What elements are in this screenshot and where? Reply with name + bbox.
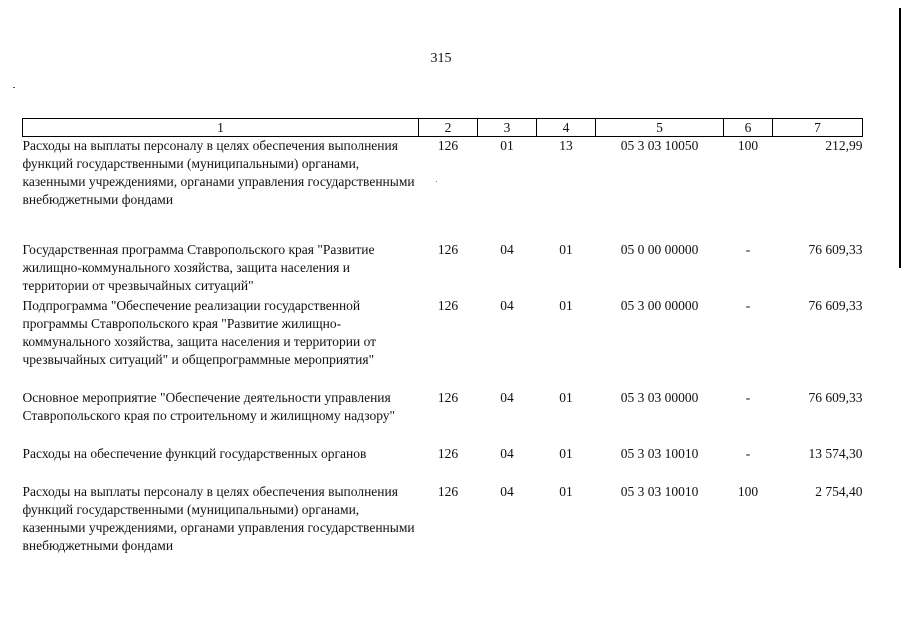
row-target-item: 05 0 00 00000 xyxy=(620,241,699,257)
row-amount: 212,99 xyxy=(825,138,863,153)
row-target-item: 05 3 00 00000 xyxy=(620,297,699,313)
margin-rule xyxy=(899,8,901,268)
row-subsection: 01 xyxy=(559,483,573,499)
table-row xyxy=(23,389,863,445)
row-ministry-code: 126 xyxy=(437,389,459,405)
table-row xyxy=(23,483,863,557)
header-col-4: 4 xyxy=(537,119,596,137)
row-section: 01 xyxy=(500,138,514,153)
row-section: 04 xyxy=(500,483,514,499)
row-amount: 13 574,30 xyxy=(808,445,863,461)
row-subsection: 01 xyxy=(559,445,573,461)
budget-table xyxy=(22,118,863,557)
row-expense-type: - xyxy=(745,389,751,405)
row-expense-type: 100 xyxy=(737,483,759,499)
row-section: 04 xyxy=(500,389,514,405)
row-subsection: 01 xyxy=(559,297,573,313)
row-amount: 76 609,33 xyxy=(808,241,863,257)
row-expense-type: 100 xyxy=(737,138,759,153)
row-description: Основное мероприятие "Обеспечение деятельности управления Ставропольского края по строительному и жилищному надзору" xyxy=(22,389,396,423)
table-row xyxy=(23,297,863,389)
table-header xyxy=(23,119,863,137)
row-section: 04 xyxy=(500,445,514,461)
row-amount: 76 609,33 xyxy=(808,297,863,313)
scan-speck xyxy=(13,87,15,88)
row-ministry-code: 126 xyxy=(437,483,459,499)
row-amount: 76 609,33 xyxy=(808,389,863,405)
row-expense-type: - xyxy=(745,297,751,313)
table-body xyxy=(23,137,863,557)
header-col-7: 7 xyxy=(773,119,863,137)
row-section: 04 xyxy=(500,297,514,313)
header-col-3: 3 xyxy=(478,119,537,137)
header-col-6: 6 xyxy=(724,119,773,137)
table-row xyxy=(23,137,863,241)
row-ministry-code: 126 xyxy=(437,297,459,313)
row-target-item: 05 3 03 10010 xyxy=(620,445,699,461)
row-subsection: 13 xyxy=(559,138,573,153)
row-ministry-code: 126 xyxy=(437,138,459,153)
row-subsection: 01 xyxy=(559,241,573,257)
row-target-item: 05 3 03 10050 xyxy=(620,138,699,153)
row-amount: 2 754,40 xyxy=(815,483,863,499)
page-number: 315 xyxy=(430,51,452,66)
row-description: Государственная программа Ставропольского края "Развитие жилищно-коммунального хозяйства, защита населения и территории от чрезвычайных ситуаций" xyxy=(22,241,375,293)
row-description: Подпрограмма "Обеспечение реализации государственной программы Ставропольского края "Развитие жилищно-коммунального хозяйства, защита населения и территории от чрезвычайных ситуаций" и общепрограммные мероприятия" xyxy=(22,297,377,367)
table-row xyxy=(23,241,863,297)
row-subsection: 01 xyxy=(559,389,573,405)
header-col-1: 1 xyxy=(23,119,419,137)
header-row xyxy=(23,119,863,137)
row-section: 04 xyxy=(500,241,514,257)
header-col-2: 2 xyxy=(419,119,478,137)
row-description: Расходы на выплаты персоналу в целях обеспечения выполнения функций государственными (муниципальными) органами, казенными учреждениями, органами управления государственными внебюджетными фондами xyxy=(22,483,415,553)
row-ministry-code: 126 xyxy=(437,445,459,461)
row-target-item: 05 3 03 00000 xyxy=(620,389,699,405)
row-expense-type: - xyxy=(745,445,751,461)
row-description: Расходы на обеспечение функций государственных органов xyxy=(22,445,367,461)
row-expense-type: - xyxy=(745,241,751,257)
table-row xyxy=(23,445,863,483)
row-ministry-code: 126 xyxy=(437,241,459,257)
row-description: Расходы на выплаты персоналу в целях обеспечения выполнения функций государственными (муниципальными) органами, казенными учреждениями, органами управления государственными внебюджетными фондами xyxy=(22,138,415,207)
row-target-item: 05 3 03 10010 xyxy=(620,483,699,499)
header-col-5: 5 xyxy=(596,119,724,137)
